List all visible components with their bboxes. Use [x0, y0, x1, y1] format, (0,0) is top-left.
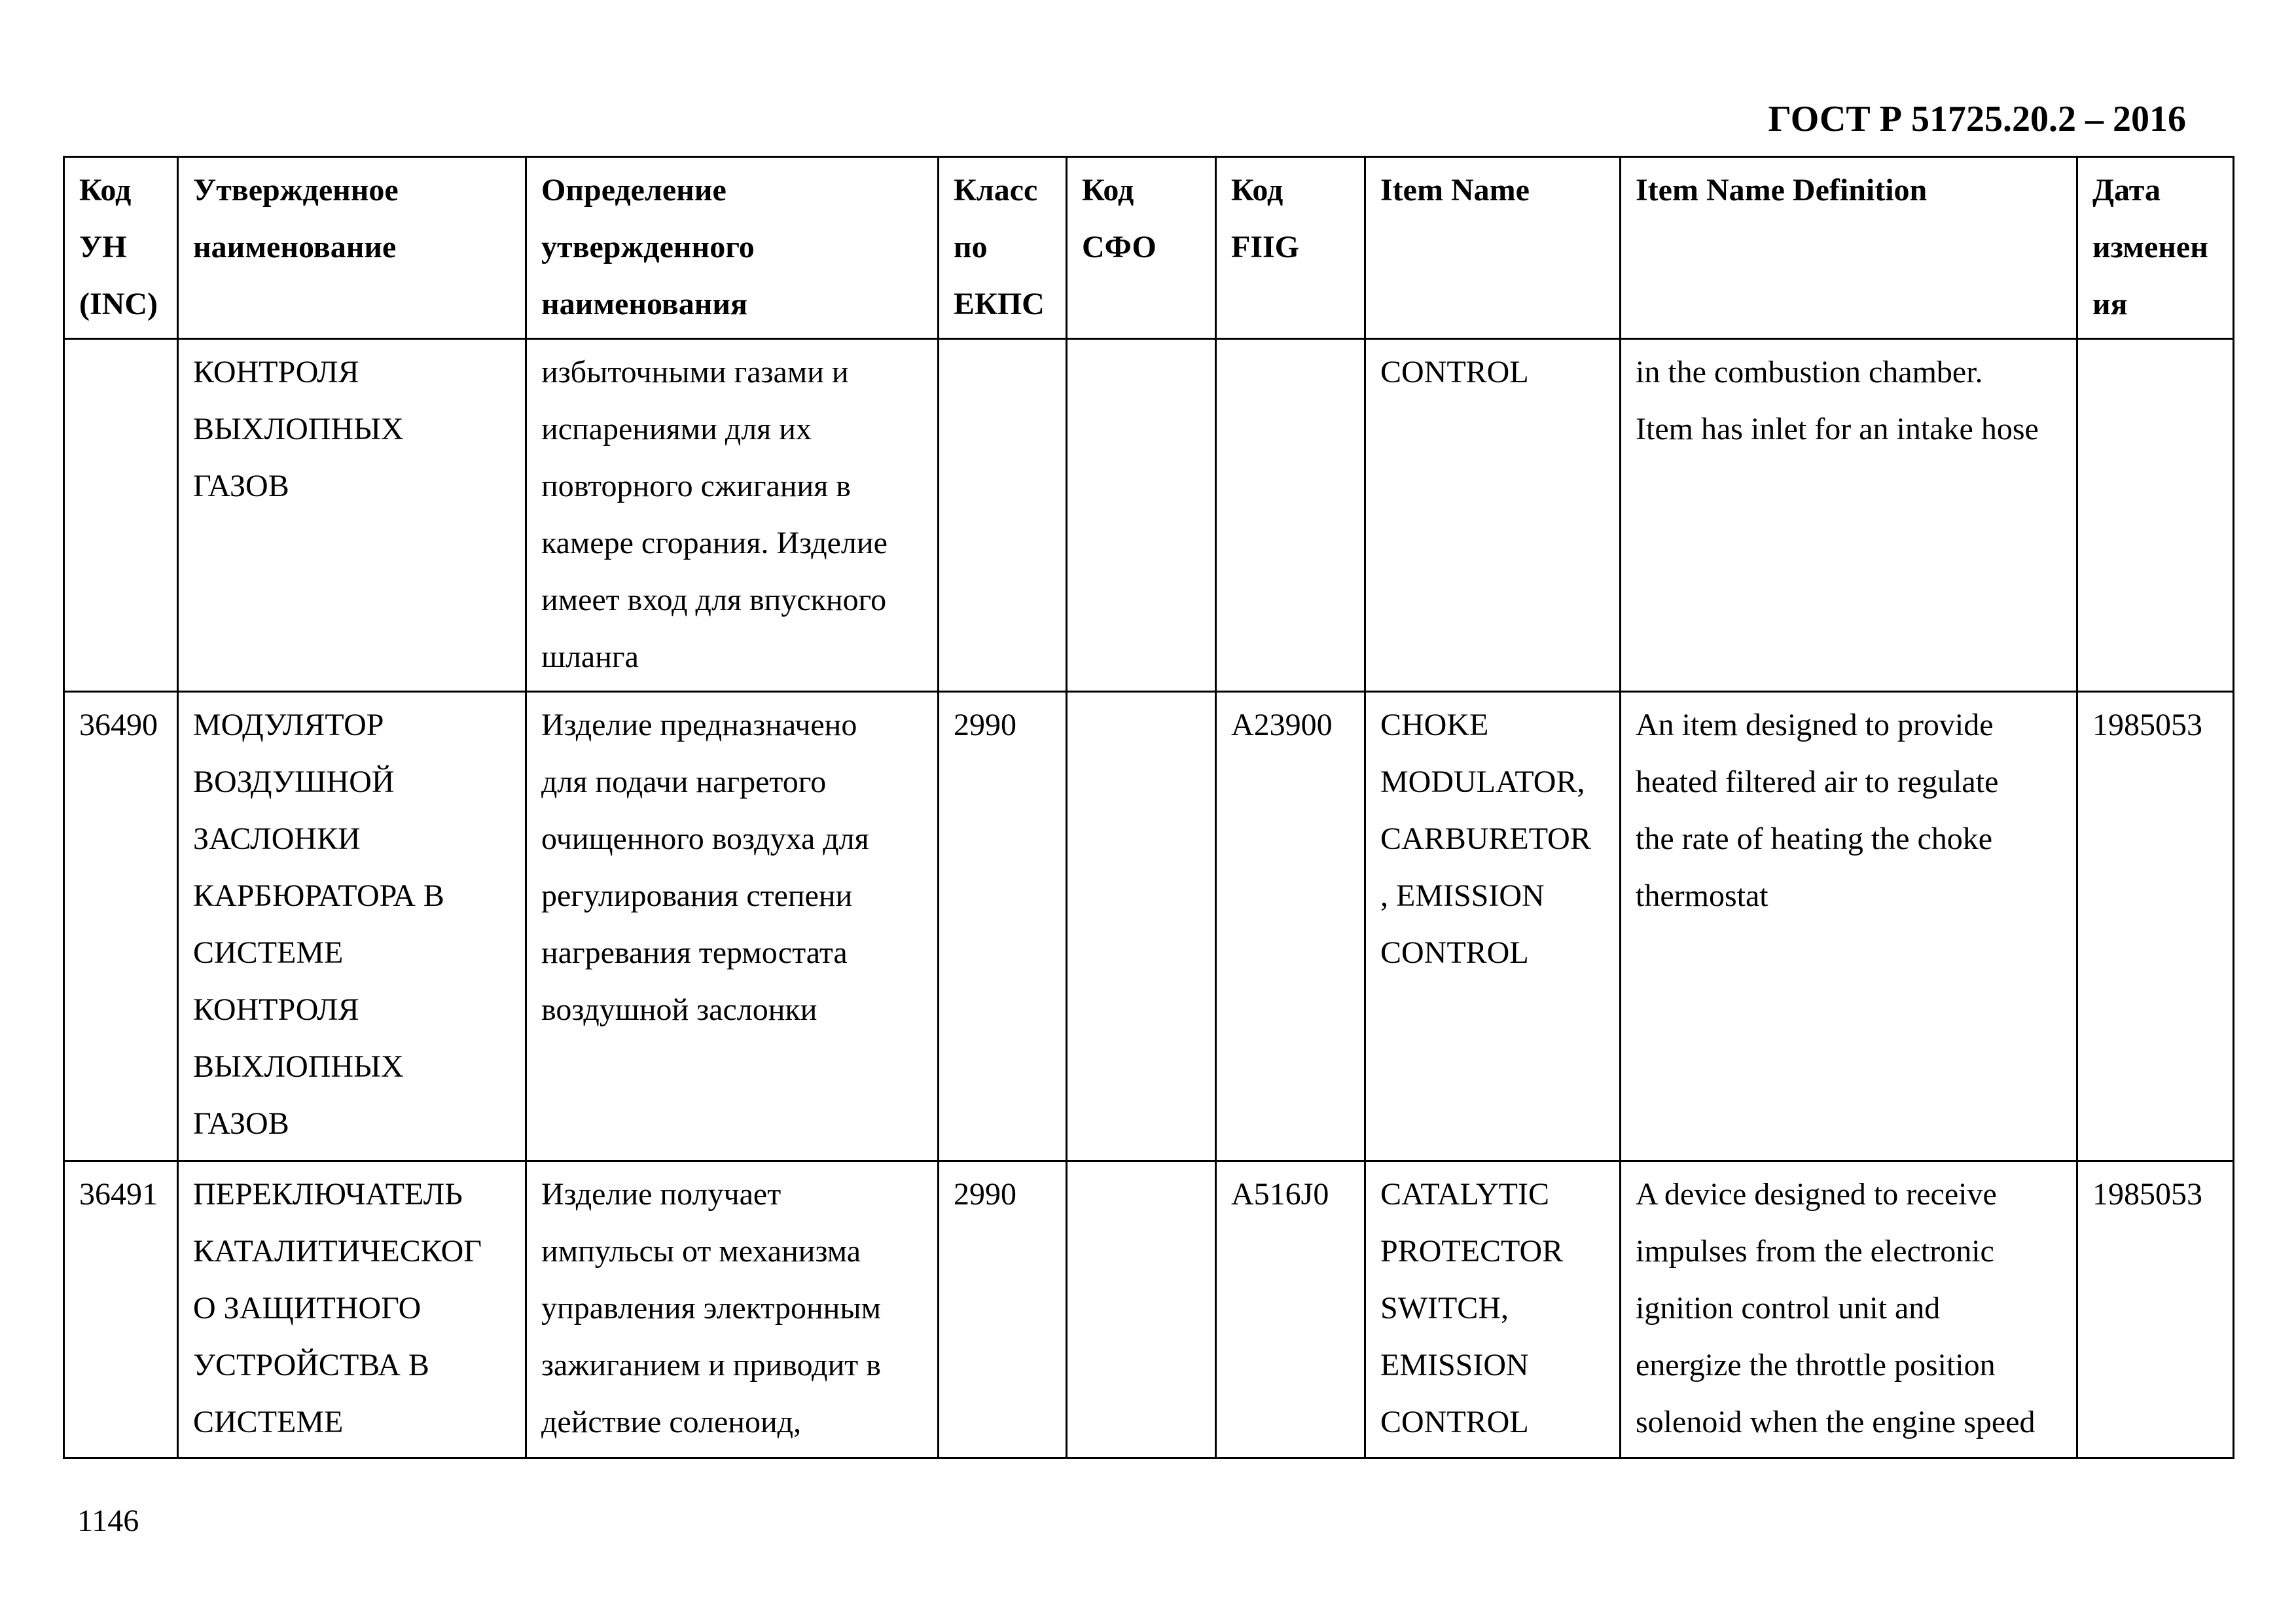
table-row — [64, 1161, 2234, 1458]
approved-name-cell: ПЕРЕКЛЮЧАТЕЛЬ КАТАЛИТИЧЕСКОГ О ЗАЩИТНОГО УСТРОЙСТВА В СИСТЕМЕ — [178, 1161, 526, 1458]
column-header-item-name-definition: Item Name Definition — [1621, 157, 2077, 339]
sfo-code-cell — [1067, 692, 1216, 1161]
name-definition-cell: избыточными газами и испарениями для их повторного сжигания в камере сгорания. Изделие имеет вход для впускного шланга — [526, 339, 939, 692]
sfo-code-cell — [1067, 339, 1216, 692]
standard-designation: ГОСТ Р 51725.20.2 – 2016 — [1768, 99, 2186, 139]
inc-code-cell: 36491 — [64, 1161, 178, 1458]
fiig-code-cell: A23900 — [1216, 692, 1365, 1161]
column-header-fiig-code: Код FIIG — [1216, 157, 1365, 339]
inc-code-cell — [64, 339, 178, 692]
column-header-inc-code: Код УН (INC) — [64, 157, 178, 339]
sfo-code-cell — [1067, 1161, 1216, 1458]
item-name-cell: CHOKE MODULATOR, CARBURETOR , EMISSION CONTROL — [1365, 692, 1621, 1161]
change-date-cell: 1985053 — [2077, 1161, 2234, 1458]
fiig-code-cell — [1216, 339, 1365, 692]
fiig-code-cell: A516J0 — [1216, 1161, 1365, 1458]
ekps-class-cell: 2990 — [939, 692, 1067, 1161]
item-name-cell: CONTROL — [1365, 339, 1621, 692]
inc-code-cell: 36490 — [64, 692, 178, 1161]
column-header-change-date: Дата изменен ия — [2077, 157, 2234, 339]
name-definition-cell: Изделие получает импульсы от механизма управления электронным зажиганием и приводит в действие соленоид, — [526, 1161, 939, 1458]
ekps-class-cell: 2990 — [939, 1161, 1067, 1458]
page-number: 1146 — [77, 1504, 139, 1538]
item-name-definition-cell: A device designed to receive impulses from the electronic ignition control unit and energize the throttle position solenoid when the engine speed — [1621, 1161, 2077, 1458]
item-name-cell: CATALYTIC PROTECTOR SWITCH, EMISSION CONTROL — [1365, 1161, 1621, 1458]
ekps-class-cell — [939, 339, 1067, 692]
column-header-sfo-code: Код СФО — [1067, 157, 1216, 339]
name-definition-cell: Изделие предназначено для подачи нагретого очищенного воздуха для регулирования степени нагревания термостата воздушной заслонки — [526, 692, 939, 1161]
column-header-approved-name: Утвержденное наименование — [178, 157, 526, 339]
column-header-ekps-class: Класс по ЕКПС — [939, 157, 1067, 339]
item-name-definition-cell: in the combustion chamber. Item has inlet for an intake hose — [1621, 339, 2077, 692]
catalog-table — [63, 156, 2234, 1459]
column-header-name-definition: Определение утвержденного наименования — [526, 157, 939, 339]
change-date-cell — [2077, 339, 2234, 692]
change-date-cell: 1985053 — [2077, 692, 2234, 1161]
approved-name-cell: МОДУЛЯТОР ВОЗДУШНОЙ ЗАСЛОНКИ КАРБЮРАТОРА В СИСТЕМЕ КОНТРОЛЯ ВЫХЛОПНЫХ ГАЗОВ — [178, 692, 526, 1161]
table-header-row — [64, 157, 2234, 339]
approved-name-cell: КОНТРОЛЯ ВЫХЛОПНЫХ ГАЗОВ — [178, 339, 526, 692]
column-header-item-name: Item Name — [1365, 157, 1621, 339]
table-row — [64, 339, 2234, 692]
item-name-definition-cell: An item designed to provide heated filtered air to regulate the rate of heating the choke thermostat — [1621, 692, 2077, 1161]
table-row — [64, 692, 2234, 1161]
